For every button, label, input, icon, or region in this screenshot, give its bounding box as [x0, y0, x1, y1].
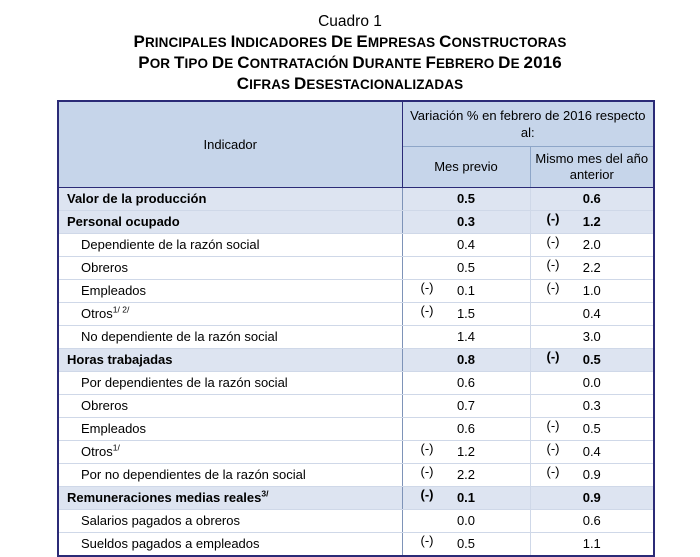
table-row	[59, 280, 653, 303]
value-mismo-mes	[530, 349, 653, 372]
value-mismo-mes	[530, 487, 653, 510]
negative-sign: (-)	[546, 234, 560, 249]
value-text: 1.4	[456, 329, 476, 344]
value-text: 0.0	[582, 375, 601, 390]
table-row	[59, 188, 653, 211]
row-label: Por no dependientes de la razón social	[59, 464, 402, 487]
value-mes-previo	[402, 418, 530, 441]
row-label: Obreros	[59, 257, 402, 280]
value-mes-previo	[402, 211, 530, 234]
indicators-table-container	[57, 100, 655, 557]
negative-sign: (-)	[546, 349, 560, 364]
footnote-marker: 1/ 2/	[112, 304, 130, 315]
negative-sign: (-)	[420, 280, 434, 295]
table-row	[59, 257, 653, 280]
value-text: 0.1	[456, 490, 476, 505]
value-text: 0.1	[456, 283, 476, 298]
row-label: Valor de la producción	[59, 188, 402, 211]
negative-sign: (-)	[546, 418, 560, 433]
footnote-marker: 1/	[112, 442, 120, 453]
value-mismo-mes	[530, 372, 653, 395]
value-text: 3.0	[582, 329, 601, 344]
value-mes-previo	[402, 349, 530, 372]
table-row	[59, 303, 653, 326]
table-row	[59, 326, 653, 349]
value-text: 1.2	[456, 444, 476, 459]
value-mes-previo	[402, 372, 530, 395]
value-mismo-mes	[530, 533, 653, 556]
column-header-indicador: Indicador	[59, 102, 402, 188]
negative-sign: (-)	[546, 441, 560, 456]
column-header-mes-previo: Mes previo	[402, 147, 530, 188]
row-label: Horas trabajadas	[59, 349, 402, 372]
value-mes-previo	[402, 257, 530, 280]
negative-sign: (-)	[420, 303, 434, 318]
value-text: 1.5	[456, 306, 476, 321]
row-label: Por dependientes de la razón social	[59, 372, 402, 395]
table-row	[59, 487, 653, 510]
title-block	[0, 0, 700, 95]
value-mes-previo	[402, 464, 530, 487]
value-mes-previo	[402, 234, 530, 257]
value-mes-previo	[402, 188, 530, 211]
value-text: 0.7	[456, 398, 476, 413]
negative-sign: (-)	[420, 487, 434, 502]
negative-sign: (-)	[546, 211, 560, 226]
value-mismo-mes	[530, 257, 653, 280]
row-label: Remuneraciones medias reales$^{3/}$	[59, 487, 402, 510]
value-mismo-mes	[530, 510, 653, 533]
value-mes-previo	[402, 303, 530, 326]
negative-sign: (-)	[546, 464, 560, 479]
value-mismo-mes	[530, 188, 653, 211]
table-header	[59, 102, 653, 188]
value-text: 0.4	[582, 306, 601, 321]
table-row	[59, 418, 653, 441]
value-mes-previo	[402, 533, 530, 556]
value-text: 1.0	[582, 283, 601, 298]
row-label: Personal ocupado	[59, 211, 402, 234]
row-label: Salarios pagados a obreros	[59, 510, 402, 533]
document-title-line-1: PRINCIPALES INDICADORES DE EMPRESAS CONSTRUCTORAS	[133, 32, 567, 51]
value-mismo-mes	[530, 280, 653, 303]
footnote-marker: 3/	[261, 488, 269, 499]
value-mes-previo	[402, 280, 530, 303]
document-title-line-2: POR TIPO DE CONTRATACIÓN DURANTE FEBRERO DE 2016	[138, 53, 562, 72]
value-text: 0.6	[456, 421, 476, 436]
value-mismo-mes	[530, 418, 653, 441]
table-number-label: Cuadro 1	[318, 13, 382, 30]
value-mes-previo	[402, 510, 530, 533]
value-mes-previo	[402, 395, 530, 418]
table-body	[59, 188, 653, 556]
value-text: 0.3	[456, 214, 476, 229]
value-text: 2.2	[456, 467, 476, 482]
table-row	[59, 349, 653, 372]
value-text: 2.0	[582, 237, 601, 252]
row-label: Empleados	[59, 280, 402, 303]
value-mismo-mes	[530, 326, 653, 349]
row-label: Empleados	[59, 418, 402, 441]
value-text: 0.0	[456, 513, 476, 528]
negative-sign: (-)	[420, 441, 434, 456]
table-row	[59, 372, 653, 395]
table-row	[59, 510, 653, 533]
value-text: 0.6	[582, 191, 601, 206]
negative-sign: (-)	[546, 280, 560, 295]
table-row	[59, 211, 653, 234]
table-row	[59, 441, 653, 464]
value-mes-previo	[402, 487, 530, 510]
value-text: 0.4	[582, 444, 601, 459]
table-row	[59, 234, 653, 257]
document-title-line-3: CIFRAS DESESTACIONALIZADAS	[236, 74, 464, 93]
value-text: 0.3	[582, 398, 601, 413]
negative-sign: (-)	[420, 533, 434, 548]
row-label: Otros$^{1/ 2/}$	[59, 303, 402, 326]
value-text: 0.6	[582, 513, 601, 528]
value-mismo-mes	[530, 211, 653, 234]
table-row	[59, 533, 653, 556]
value-text: 0.9	[582, 490, 601, 505]
value-text: 0.9	[582, 467, 601, 482]
value-text: 0.8	[456, 352, 476, 367]
negative-sign: (-)	[546, 257, 560, 272]
value-text: 0.6	[456, 375, 476, 390]
row-label: Obreros	[59, 395, 402, 418]
value-mismo-mes	[530, 441, 653, 464]
value-mismo-mes	[530, 303, 653, 326]
negative-sign: (-)	[420, 464, 434, 479]
row-label: Sueldos pagados a empleados	[59, 533, 402, 556]
value-text: 1.2	[582, 214, 601, 229]
column-header-mismo-mes: Mismo mes del año anterior	[530, 147, 653, 188]
table-row	[59, 464, 653, 487]
value-text: 0.5	[582, 421, 601, 436]
value-text: 0.5	[456, 260, 476, 275]
column-header-variacion: Variación % en febrero de 2016 respecto al:	[402, 102, 653, 147]
value-text: 1.1	[582, 536, 601, 551]
row-label: Dependiente de la razón social	[59, 234, 402, 257]
table-header-row-1	[59, 102, 653, 147]
value-mes-previo	[402, 326, 530, 349]
value-mismo-mes	[530, 464, 653, 487]
value-mismo-mes	[530, 234, 653, 257]
value-mes-previo	[402, 441, 530, 464]
value-mismo-mes	[530, 395, 653, 418]
value-text: 0.5	[582, 352, 601, 367]
value-text: 0.4	[456, 237, 476, 252]
value-text: 0.5	[456, 536, 476, 551]
table-row	[59, 395, 653, 418]
value-text: 0.5	[456, 191, 476, 206]
row-label: Otros$^{1/}$	[59, 441, 402, 464]
indicators-table	[59, 102, 653, 555]
row-label: No dependiente de la razón social	[59, 326, 402, 349]
value-text: 2.2	[582, 260, 601, 275]
